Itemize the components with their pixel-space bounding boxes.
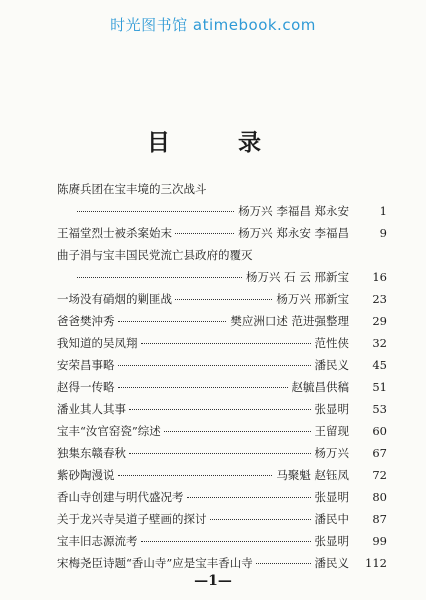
entry-page: 45 [372, 358, 387, 372]
entry-title: 潘业其人其事 [57, 402, 126, 416]
dot-leader [129, 409, 311, 410]
dot-leader [77, 277, 242, 278]
toc-entry [57, 178, 387, 200]
entry-title: 宝丰旧志源流考 [57, 534, 138, 548]
entry-authors: 马聚魁 赵钰凤 [276, 468, 349, 482]
entry-authors: 潘民中 [314, 512, 349, 526]
entry-authors: 杨万兴 石 云 邢新宝 [246, 270, 349, 284]
toc-entry [57, 376, 387, 398]
entry-title: 一场没有硝烟的剿匪战 [57, 292, 172, 306]
toc-entry [57, 354, 387, 376]
entry-title: 王福堂烈士被杀案始末 [57, 226, 172, 240]
entry-page: 112 [365, 556, 387, 570]
toc-entry-continuation [57, 266, 387, 288]
dot-leader [256, 563, 311, 564]
dot-leader [118, 475, 273, 476]
entry-page: 16 [372, 270, 387, 284]
dot-leader [77, 211, 234, 212]
dot-leader [141, 343, 311, 344]
entry-title: 宝丰“汝官窑瓷”综述 [57, 424, 161, 438]
entry-authors: 赵毓昌供稿 [291, 380, 349, 394]
entry-page: 23 [372, 292, 387, 306]
entry-title: 爸爸樊沖秀 [57, 314, 115, 328]
entry-title: 紫砂陶漫说 [57, 468, 115, 482]
dot-leader [118, 365, 311, 366]
entry-title: 宋梅尧臣诗题“香山寺”应是宝丰香山寺 [57, 556, 253, 570]
toc-entry [57, 508, 387, 530]
toc-entry [57, 332, 387, 354]
toc-entry [57, 398, 387, 420]
entry-page: 1 [379, 204, 387, 218]
dot-leader [118, 387, 288, 388]
toc-entry [57, 222, 387, 244]
watermark: 时光图书馆 atimebook.com [110, 16, 316, 34]
entry-authors: 张显明 [314, 534, 349, 548]
entry-authors: 潘民义 [314, 358, 349, 372]
entry-authors: 杨万兴 [314, 446, 349, 460]
dot-leader [141, 541, 311, 542]
entry-authors: 杨万兴 郑永安 李福昌 [238, 226, 349, 240]
entry-authors: 樊应洲口述 范进强整理 [230, 314, 349, 328]
toc-entry [57, 288, 387, 310]
entry-page: 29 [372, 314, 387, 328]
entry-authors: 杨万兴 邢新宝 [276, 292, 349, 306]
toc-entry [57, 420, 387, 442]
dot-leader [164, 431, 311, 432]
toc-entry [57, 486, 387, 508]
toc-entry [57, 244, 387, 266]
entry-title: 我知道的吴凤翔 [57, 336, 138, 350]
entry-title: 曲子涓与宝丰国民党流亡县政府的覆灭 [57, 248, 253, 262]
entry-title: 赵得一传略 [57, 380, 115, 394]
entry-page: 87 [372, 512, 387, 526]
entry-page: 72 [372, 468, 387, 482]
dot-leader [187, 497, 311, 498]
toc-entry [57, 442, 387, 464]
toc-entry-continuation [57, 200, 387, 222]
dot-leader [175, 233, 234, 234]
toc-entry [57, 552, 387, 574]
entry-page: 67 [372, 446, 387, 460]
entry-title: 香山寺创建与明代盛况考 [57, 490, 184, 504]
dot-leader [129, 453, 311, 454]
entry-title: 独集东赣春秋 [57, 446, 126, 460]
page-title: 目 录 [146, 129, 291, 156]
entry-authors: 杨万兴 李福昌 郑永安 [238, 204, 349, 218]
entry-page: 60 [372, 424, 387, 438]
table-of-contents [57, 178, 387, 574]
entry-page: 51 [372, 380, 387, 394]
page-number: —1— [194, 573, 232, 589]
dot-leader [210, 519, 311, 520]
toc-entry [57, 310, 387, 332]
entry-page: 80 [372, 490, 387, 504]
dot-leader [118, 321, 227, 322]
entry-page: 99 [372, 534, 387, 548]
entry-authors: 潘民义 [314, 556, 349, 570]
entry-page: 9 [379, 226, 387, 240]
entry-page: 32 [372, 336, 387, 350]
toc-entry [57, 464, 387, 486]
entry-title: 安荣昌事略 [57, 358, 115, 372]
entry-authors: 张显明 [314, 490, 349, 504]
entry-authors: 张显明 [314, 402, 349, 416]
toc-entry [57, 530, 387, 552]
entry-title: 关于龙兴寺吴道子壁画的探讨 [57, 512, 207, 526]
dot-leader [175, 299, 272, 300]
entry-page: 53 [372, 402, 387, 416]
entry-authors: 范性侠 [314, 336, 349, 350]
entry-authors: 王留现 [314, 424, 349, 438]
entry-title: 陈赓兵团在宝丰境的三次战斗 [57, 182, 207, 196]
